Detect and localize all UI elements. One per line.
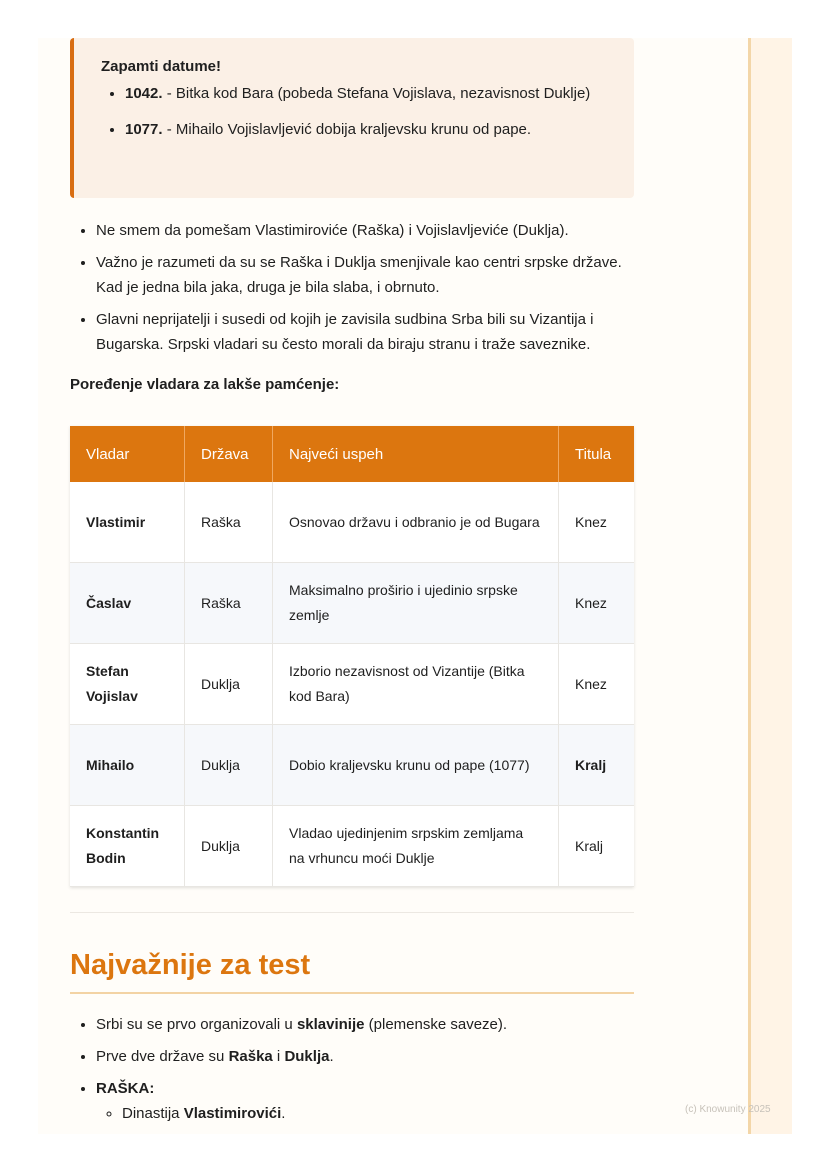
- cell-success: Maksimalno proširio i ujedinio srpske zemlje: [273, 563, 559, 644]
- notes-list: [70, 218, 634, 357]
- header-state: Država: [185, 426, 273, 482]
- test-point: [96, 1012, 634, 1037]
- header-title: Titula: [559, 426, 635, 482]
- callout-text: - Mihailo Vojislavljević dobija kraljevsku krunu od pape.: [162, 121, 532, 138]
- sub-item: [122, 1101, 634, 1126]
- text-run: i: [272, 1048, 285, 1065]
- text-run: (plemenske saveze).: [364, 1016, 508, 1033]
- header-success: Najveći uspeh: [273, 426, 559, 482]
- rulers-comparison-table: [70, 426, 634, 887]
- cell-ruler: Stefan Vojislav: [70, 644, 185, 725]
- cell-title: Kralj: [559, 806, 635, 887]
- note-item: • Važno je razumeti da su se Raška i Duklja smenjivale kao centri srpske države. Kad je jedna bila jaka, druga je bila slaba, i obrnuto.: [96, 250, 634, 300]
- cell-state: Duklja: [185, 644, 273, 725]
- table-row: [70, 725, 634, 806]
- text-run: .: [281, 1105, 286, 1122]
- cell-success: Dobio kraljevsku krunu od pape (1077): [273, 725, 559, 806]
- cell-success: Vladao ujedinjenim srpskim zemljama na vrhuncu moći Duklje: [273, 806, 559, 887]
- table-row: [70, 806, 634, 887]
- cell-state: Duklja: [185, 725, 273, 806]
- cell-state: Raška: [185, 482, 273, 563]
- callout-date: 1042.: [125, 85, 163, 102]
- cell-ruler: Časlav: [70, 563, 185, 644]
- sub-list: [96, 1101, 634, 1126]
- text-run-bold: Raška: [228, 1048, 273, 1065]
- cell-success: Izborio nezavisnost od Vizantije (Bitka kod Bara): [273, 644, 559, 725]
- text-run: .: [329, 1048, 334, 1065]
- side-margin-strip: [748, 38, 792, 1134]
- test-points-list: [70, 1012, 634, 1126]
- text-run-bold: sklavinije: [296, 1016, 365, 1033]
- text-run: Prve dve države su: [96, 1048, 229, 1065]
- cell-title: Knez: [559, 644, 635, 725]
- cell-title: Knez: [559, 482, 635, 563]
- text-run: Dinastija: [122, 1105, 184, 1122]
- callout-list: [101, 81, 608, 142]
- table-row: [70, 563, 634, 644]
- text-run-bold: Duklja: [284, 1048, 330, 1065]
- test-point: [96, 1076, 634, 1126]
- document-content: [70, 38, 634, 1133]
- table-row: [70, 482, 634, 563]
- cell-title: Knez: [559, 563, 635, 644]
- table-row: [70, 644, 634, 725]
- header-ruler: Vladar: [70, 426, 185, 482]
- text-run-bold: Vlastimirovići: [183, 1105, 282, 1122]
- cell-state: Raška: [185, 563, 273, 644]
- callout-date: 1077.: [125, 121, 163, 138]
- cell-state: Duklja: [185, 806, 273, 887]
- comparison-label: Poređenje vladara za lakše pamćenje:: [70, 376, 340, 393]
- cell-ruler: Vlastimir: [70, 482, 185, 563]
- callout-text: - Bitka kod Bara (pobeda Stefana Vojislava, nezavisnost Duklje): [162, 85, 591, 102]
- cell-title: Kralj: [559, 725, 635, 806]
- cell-ruler: Konstantin Bodin: [70, 806, 185, 887]
- copyright-notice: (c) Knowunity 2025: [685, 1104, 771, 1115]
- callout-item: [125, 81, 608, 106]
- test-point: [96, 1044, 634, 1069]
- cell-success: Osnovao državu i odbranio je od Bugara: [273, 482, 559, 563]
- text-run: Srbi su se prvo organizovali u: [96, 1016, 297, 1033]
- callout-title: Zapamti datume!: [101, 58, 222, 75]
- table-header-row: [70, 426, 634, 482]
- section-divider: [70, 912, 634, 913]
- test-point-label: RAŠKA:: [96, 1080, 155, 1097]
- note-item: • Ne smem da pomešam Vlastimiroviće (Raška) i Vojislavljeviće (Duklja).: [96, 218, 634, 243]
- callout-item: [125, 117, 608, 142]
- cell-ruler: Mihailo: [70, 725, 185, 806]
- section-heading: Najvažnije za test: [70, 949, 634, 994]
- callout-remember-dates: [70, 38, 634, 198]
- note-item: • Glavni neprijatelji i susedi od kojih je zavisila sudbina Srba bili su Vizantija i Bugarska. Srpski vladari su često morali da biraju stranu i traže saveznike.: [96, 307, 634, 357]
